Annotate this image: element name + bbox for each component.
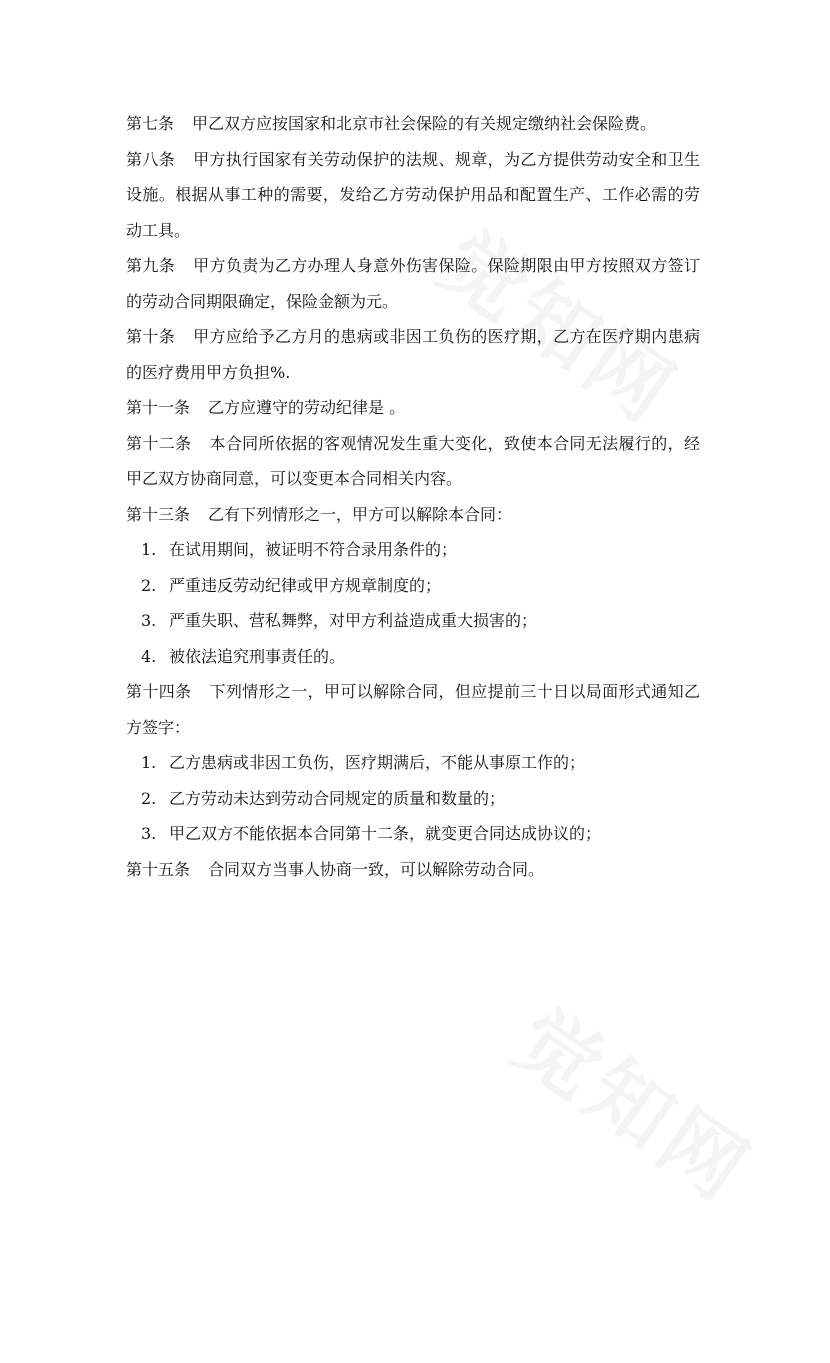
article-text: 下列情形之一，甲可以解除合同，但应提前三十日以局面形式通知乙方签字： bbox=[126, 682, 700, 737]
article-11 bbox=[126, 390, 700, 426]
list-text: 严重违反劳动纪律或甲方规章制度的； bbox=[169, 575, 442, 595]
watermark-bottom bbox=[413, 977, 808, 1362]
article-13 bbox=[126, 497, 700, 533]
article-number: 第十条 bbox=[126, 327, 176, 346]
article-9 bbox=[126, 248, 700, 319]
list-text: 严重失职、营私舞弊，对甲方利益造成重大损害的； bbox=[169, 611, 538, 630]
article-number: 第七条 bbox=[126, 114, 175, 133]
article-text: 甲方负责为乙方办理人身意外伤害保险。保险期限由甲方按照双方签订的劳动合同期限确定，保险金额为元。 bbox=[126, 256, 700, 311]
list-text: 被依法追究刑事责任的。 bbox=[169, 646, 346, 666]
list-item bbox=[126, 568, 700, 604]
article-text: 合同双方当事人协商一致，可以解除劳动合同。 bbox=[208, 859, 545, 879]
list-item bbox=[126, 532, 700, 568]
article-number: 第十四条 bbox=[126, 682, 192, 701]
article-12 bbox=[126, 426, 700, 497]
list-item bbox=[126, 603, 700, 639]
list-number: 1. bbox=[141, 540, 157, 559]
article-number: 第九条 bbox=[126, 256, 176, 275]
list-text: 在试用期间，被证明不符合录用条件的； bbox=[169, 540, 458, 559]
list-text: 乙方患病或非因工负伤，医疗期满后，不能从事原工作的； bbox=[169, 753, 586, 772]
list-number: 1. bbox=[141, 753, 157, 772]
list-number: 2. bbox=[141, 788, 157, 808]
article-text: 甲乙双方应按国家和北京市社会保险的有关规定缴纳社会保险费。 bbox=[192, 114, 657, 133]
list-number: 3. bbox=[141, 611, 157, 630]
article-15 bbox=[126, 852, 700, 888]
article-text: 本合同所依据的客观情况发生重大变化，致使本合同无法履行的，经甲乙双方协商同意，可以变更本合同相关内容。 bbox=[126, 433, 700, 488]
article-number: 第十三条 bbox=[126, 504, 191, 524]
contract-body bbox=[126, 106, 700, 887]
article-number: 第八条 bbox=[126, 149, 176, 169]
list-text: 甲乙双方不能依据本合同第十二条，就变更合同达成协议的； bbox=[169, 824, 602, 843]
list-item bbox=[126, 745, 700, 781]
article-8 bbox=[126, 142, 700, 249]
article-14 bbox=[126, 674, 700, 745]
list-item bbox=[126, 816, 700, 852]
article-7 bbox=[126, 106, 700, 142]
article-text: 甲方执行国家有关劳动保护的法规、规章，为乙方提供劳动安全和卫生设施。根据从事工种的需要，发给乙方劳动保护用品和配置生产、工作必需的劳动工具。 bbox=[126, 149, 700, 240]
article-text: 乙方应遵守的劳动纪律是 。 bbox=[208, 398, 406, 417]
list-text: 乙方劳动未达到劳动合同规定的质量和数量的； bbox=[169, 788, 506, 808]
list-number: 4. bbox=[141, 646, 157, 666]
list-item bbox=[126, 639, 700, 675]
article-text: 甲方应给予乙方月的患病或非因工负伤的医疗期，乙方在医疗期内患病的医疗费用甲方负担%. bbox=[126, 327, 700, 382]
article-number: 第十二条 bbox=[126, 433, 192, 453]
list-item bbox=[126, 781, 700, 817]
article-number: 第十五条 bbox=[126, 859, 191, 879]
list-number: 3. bbox=[141, 824, 157, 843]
list-number: 2. bbox=[141, 575, 157, 595]
article-10 bbox=[126, 319, 700, 390]
article-text: 乙有下列情形之一，甲方可以解除本合同： bbox=[208, 504, 513, 524]
article-number: 第十一条 bbox=[126, 398, 191, 417]
